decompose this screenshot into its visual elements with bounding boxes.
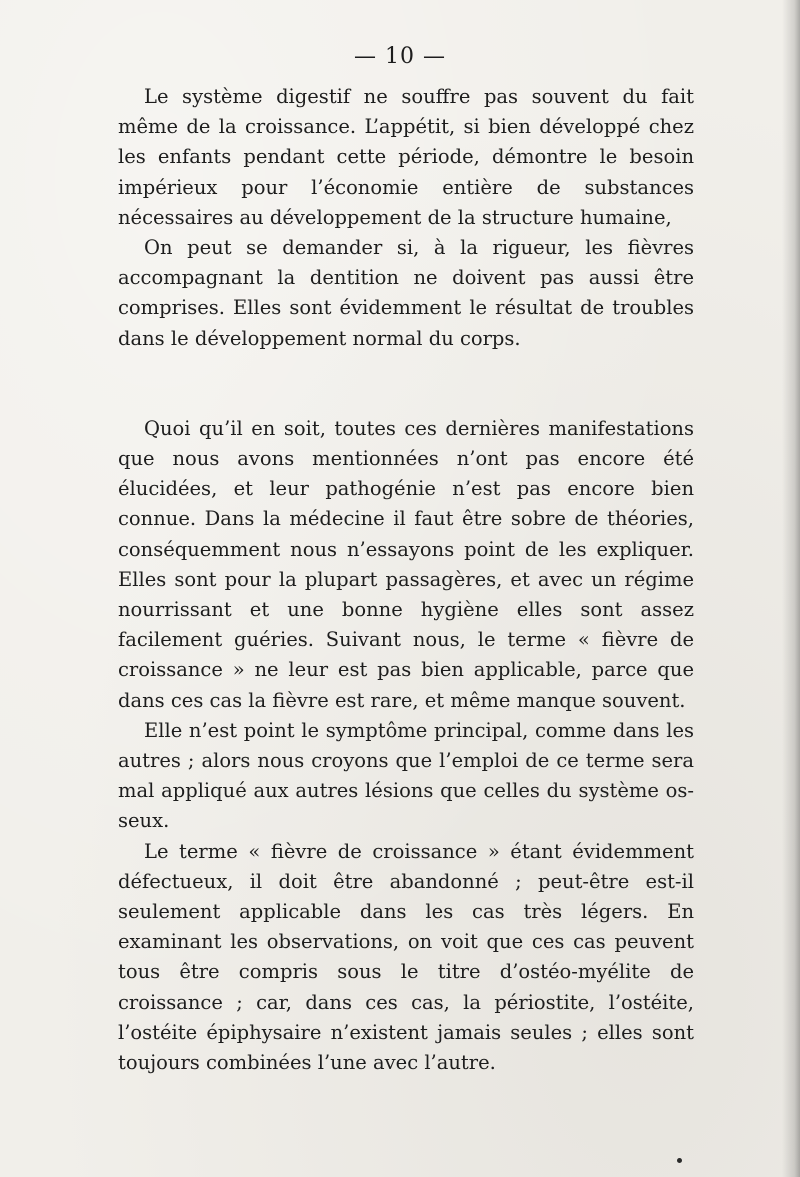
paragraph-main-symptom: Elle n’est point le symptôme principal, comme dans les autres ; alors nous croyons que l’emploi de ce terme sera mal appliqué aux autres lésions que celles du système osseux.: [118, 718, 694, 833]
ink-speck: [677, 1158, 682, 1163]
body-text: [118, 82, 694, 1078]
paragraph-manifestations: Quoi qu’il en soit, toutes ces dernières manifestations que nous avons mentionnées n’ont pas encore été élucidées, et leur pathogénie n’est pas encore bien connue. Dans la médecine il faut être sobre de théories, conséquemment nous n’essayons point de les expliquer. Elles sont pour la plupart passagères, et avec un régime nourrissant et une bonne hygiène elles sont assez facilement guéries. Suivant nous, le terme « fièvre de croissance » ne leur est pas bien applicable, parce que dans ces cas la fièvre est rare, et même manque souvent.: [118, 416, 694, 712]
paragraph-digestive-system: Le système digestif ne souffre pas souvent du fait même de la croissance. L’appétit, si bien développé chez les enfants pendant cette période, démontre le besoin impérieux pour l’économie entière de substances nécessaires au développement de la structure humaine,: [118, 85, 694, 229]
section-gap: [118, 354, 694, 414]
paragraph-dentition-fevers: On peut se demander si, à la rigueur, les fièvres accompagnant la dentition ne doivent pas aussi être comprises. Elles sont évidemment le résultat de troubles dans le développement normal du corps.: [118, 236, 694, 350]
page-number: — 10 —: [354, 44, 446, 69]
paragraph-growth-fever-term: Le terme « fièvre de croissance » étant évidemment défectueux, il doit être abandonné ; peut-être est-il seulement applicable dans les cas très légers. En examinant les observations, on voit que ces cas peuvent tous être compris sous le titre d’ostéo-myélite de croissance ; car, dans ces cas, la périostite, l’ostéite, l’ostéite épiphysaire n’existent jamais seules ; elles sont toujours combinées l’une avec l’autre.: [118, 839, 694, 1075]
